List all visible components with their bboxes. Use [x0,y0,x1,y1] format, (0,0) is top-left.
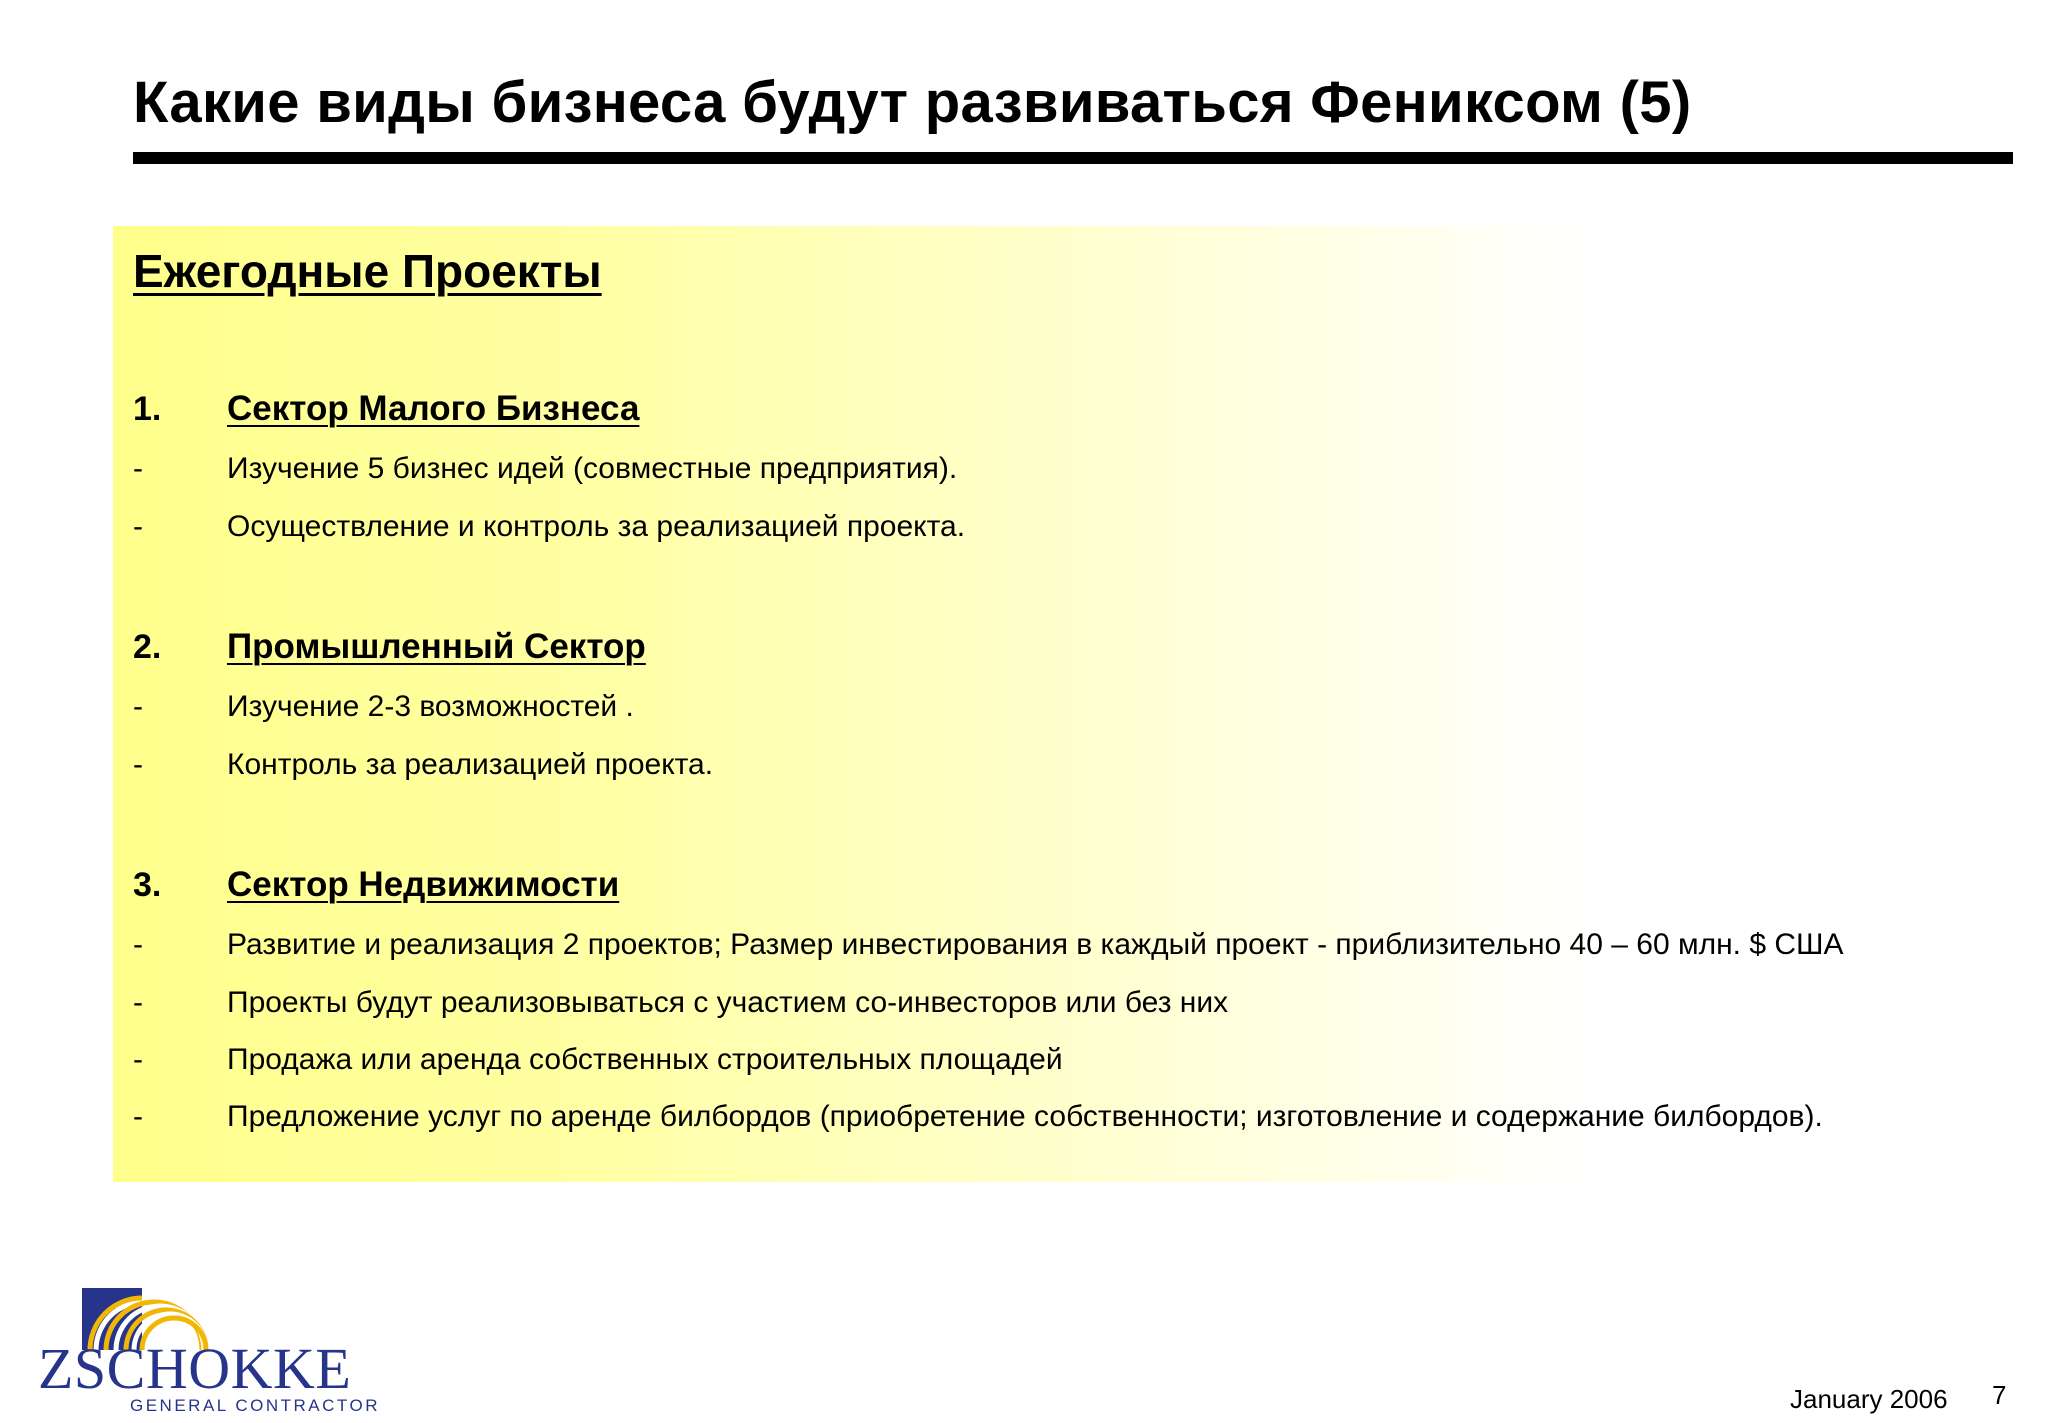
bullet-text: Осуществление и контроль за реализацией проекта. [227,510,966,543]
footer-date: January 2006 [1790,1384,1948,1414]
bullet-text: Проекты будут реализовываться с участием со-инвесторов или без них [227,986,1229,1019]
bullet-dash: - [133,928,143,961]
company-logo [38,1288,380,1418]
bullet-text: Изучение 2-3 возможностей . [227,690,634,723]
item-heading-real-estate: Сектор Недвижимости [227,865,620,904]
bullet-dash: - [133,1100,143,1133]
bullet-text: Предложение услуг по аренде билбордов (приобретение собственности; изготовление и содержание билбордов). [227,1100,1823,1133]
item-number: 2. [133,628,162,666]
bullet-dash: - [133,986,143,1019]
bullet-text: Изучение 5 бизнес идей (совместные предприятия). [227,452,958,485]
item-heading-small-business: Сектор Малого Бизнеса [227,389,640,428]
item-number: 3. [133,866,162,904]
logo-wordmark: ZSCHOKKE [38,1336,352,1401]
item-number: 1. [133,390,162,428]
page-number: 7 [1992,1380,2007,1410]
title-underline-rule [133,152,2013,164]
bullet-text: Контроль за реализацией проекта. [227,748,714,781]
bullet-text: Продажа или аренда собственных строительных площадей [227,1043,1063,1076]
bullet-dash: - [133,748,143,781]
bullet-dash: - [133,690,143,723]
bullet-dash: - [133,510,143,543]
bullet-dash: - [133,1043,143,1076]
section-heading: Ежегодные Проекты [133,245,602,297]
slide-title: Какие виды бизнеса будут развиваться Фениксом (5) [133,70,1692,135]
bullet-dash: - [133,452,143,485]
logo-tagline: GENERAL CONTRACTOR [130,1396,380,1415]
bullet-text: Развитие и реализация 2 проектов; Размер инвестирования в каждый проект - приблизительно 40 – 60 млн. $ США [227,928,1844,961]
item-heading-industrial: Промышленный Сектор [227,627,646,666]
